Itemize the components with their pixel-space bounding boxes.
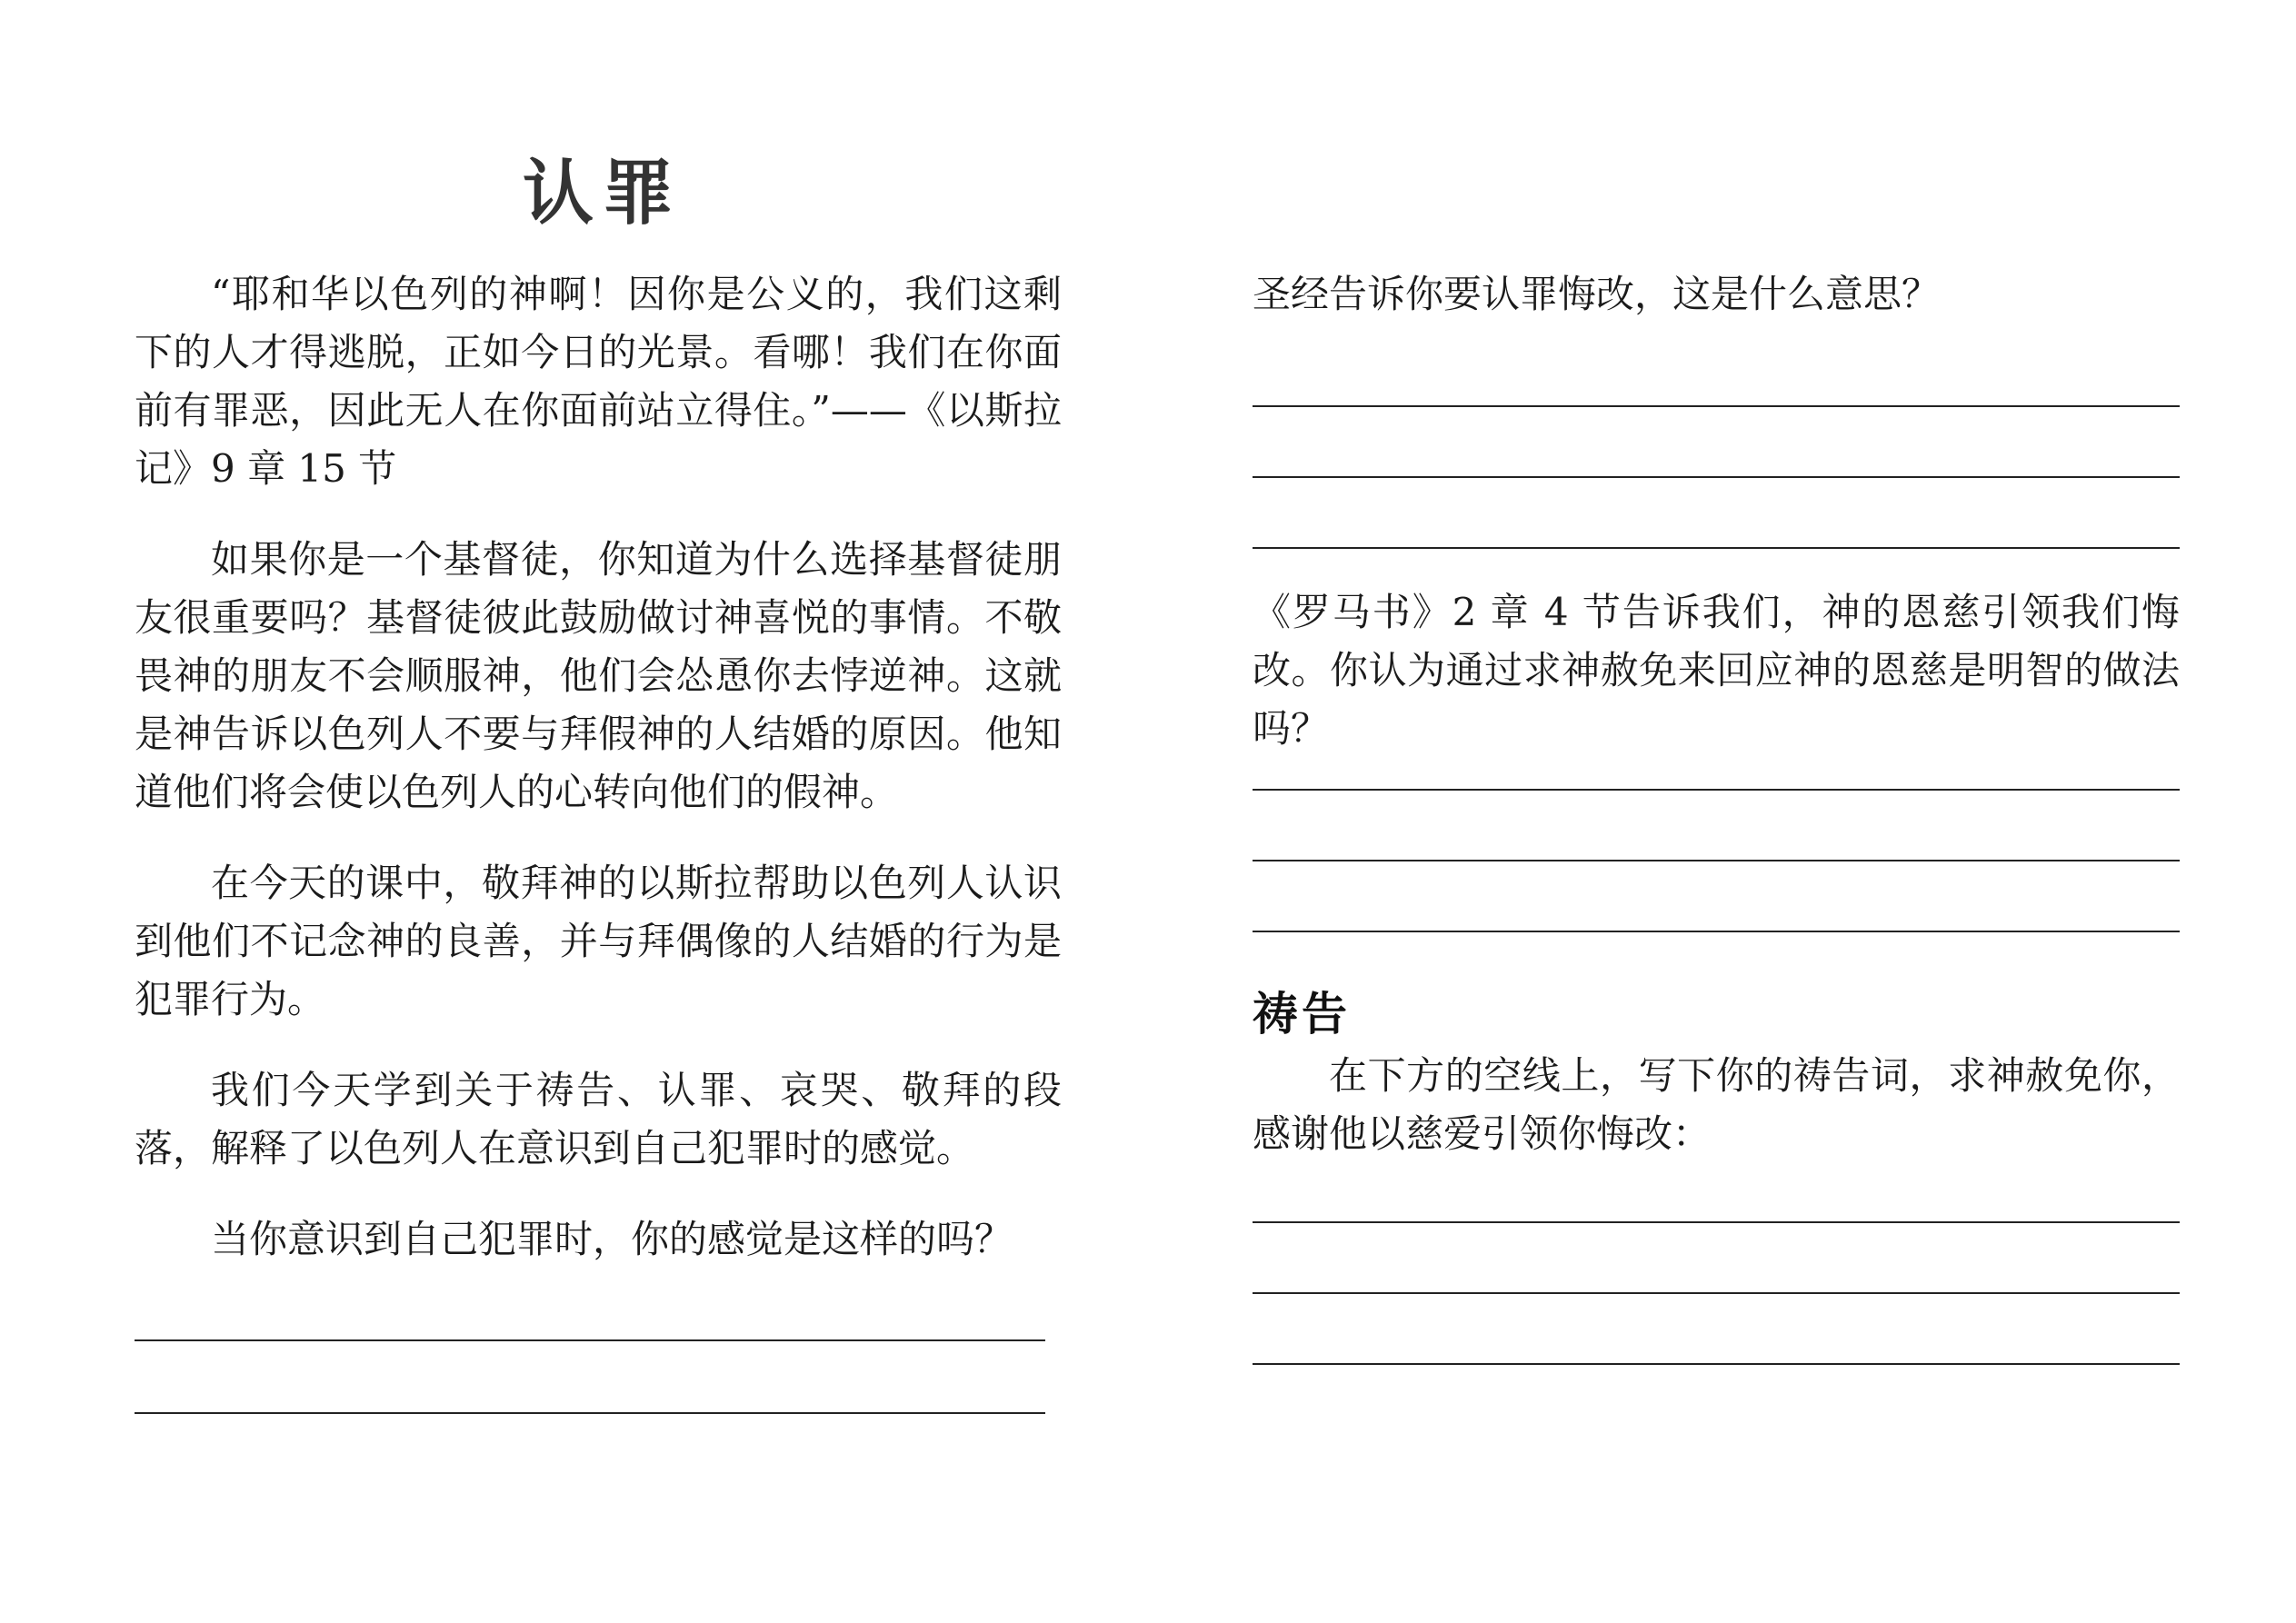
scripture-quote: “耶和华以色列的神啊！因你是公义的，我们这剩下的人才得逃脱，正如今日的光景。看哪！我们在你面前有罪恶，因此无人在你面前站立得住。”——《以斯拉记》9 章 15 节 [135, 272, 1062, 491]
answer-line[interactable] [1253, 405, 2180, 407]
prayer-instruction: 在下方的空线上，写下你的祷告词，求神赦免你，感谢他以慈爱引领你悔改： [1253, 1053, 2180, 1156]
answer-line[interactable] [1253, 931, 2180, 932]
answer-line[interactable] [1253, 547, 2180, 549]
answer-line[interactable] [1253, 789, 2180, 791]
answer-line[interactable] [1253, 1363, 2180, 1365]
answer-line[interactable] [1253, 860, 2180, 861]
question-repentance-meaning: 圣经告诉你要认罪悔改，这是什么意思？ [1253, 272, 1941, 316]
question-romans-kindness: 《罗马书》2 章 4 节告诉我们，神的恩慈引领我们悔改。你认为通过求神赦免来回应神的恩慈是明智的做法吗？ [1253, 590, 2180, 751]
answer-line[interactable] [1253, 476, 2180, 478]
paragraph-confession-passage: 我们今天学到关于祷告、认罪、哀哭、敬拜的段落，解释了以色列人在意识到自己犯罪时的感觉。 [135, 1068, 1062, 1170]
question-feeling: 当你意识到自己犯罪时，你的感觉是这样的吗？ [211, 1217, 1013, 1261]
left-column [135, 265, 1062, 1414]
answer-line[interactable] [135, 1412, 1045, 1414]
page-title: 认罪 [523, 152, 684, 234]
paragraph-ezra-lesson: 在今天的课中，敬拜神的以斯拉帮助以色列人认识到他们不记念神的良善，并与拜偶像的人结婚的行为是犯罪行为。 [135, 861, 1062, 1021]
right-column [1253, 265, 2180, 1365]
answer-line[interactable] [1253, 1292, 2180, 1294]
answer-line[interactable] [135, 1339, 1045, 1341]
prayer-heading: 祷告 [1253, 987, 1351, 1041]
paragraph-christian-friends: 如果你是一个基督徒，你知道为什么选择基督徒朋友很重要吗？基督徒彼此鼓励做讨神喜悦的事情。不敬畏神的朋友不会顺服神，他们会怂恿你去悖逆神。这就是神告诉以色列人不要与拜假神的人结婚的原因。他知道他们将会使以色列人的心转向他们的假神。 [135, 537, 1062, 814]
answer-line[interactable] [1253, 1221, 2180, 1223]
